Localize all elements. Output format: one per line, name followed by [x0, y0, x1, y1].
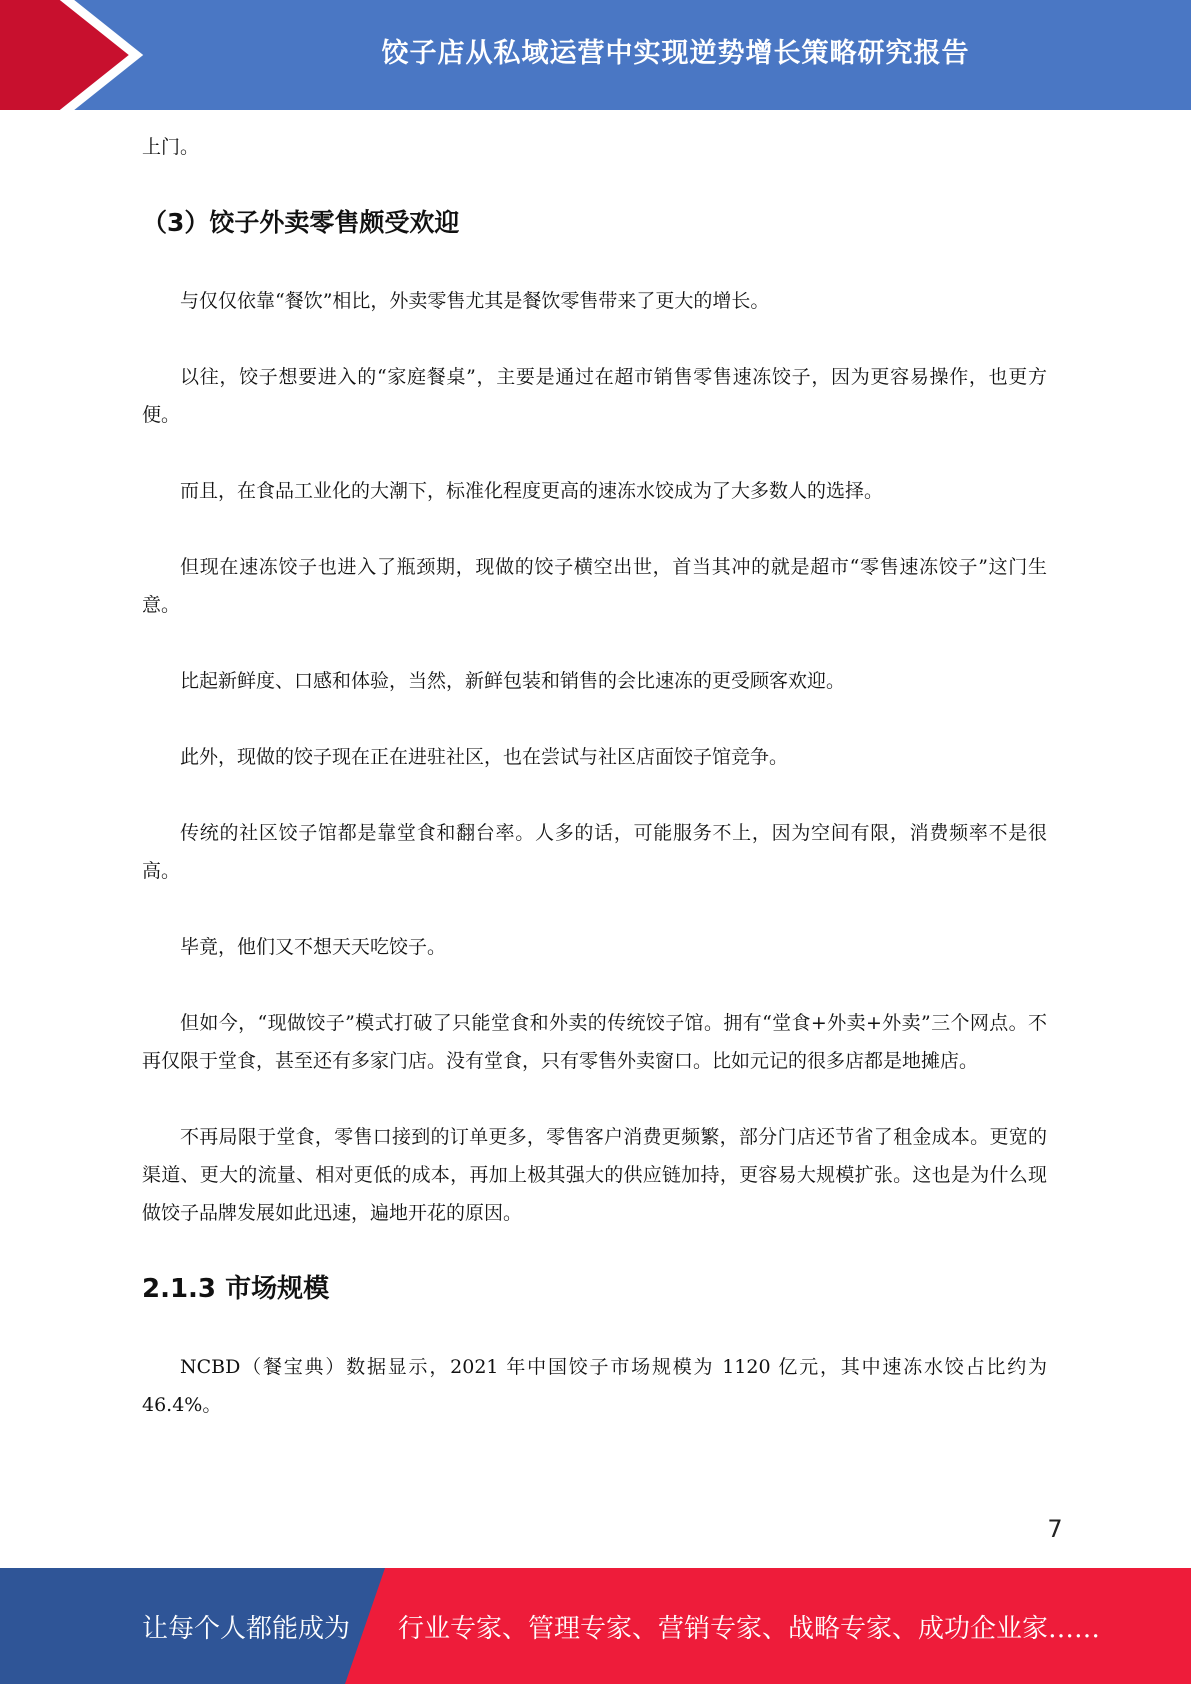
report-title: 饺子店从私域运营中实现逆势增长策略研究报告	[381, 37, 970, 69]
paragraph: NCBD（餐宝典）数据显示，2021 年中国饺子市场规模为 1120 亿元，其中速冻水饺占比约为 46.4%。	[142, 1356, 1047, 1416]
header-arrow-decoration	[0, 0, 160, 110]
paragraph: 以往，饺子想要进入的“家庭餐桌”，主要是通过在超市销售零售速冻饺子，因为更容易操作，也更方便。	[142, 366, 1047, 426]
paragraph: 比起新鲜度、口感和体验，当然，新鲜包装和销售的会比速冻的更受顾客欢迎。	[180, 670, 846, 692]
paragraph: 传统的社区饺子馆都是靠堂食和翻台率。人多的话，可能服务不上，因为空间有限，消费频率不是很高。	[142, 822, 1047, 882]
footer-slogan-left: 让每个人都能成为	[142, 1613, 351, 1644]
paragraph: 毕竟，他们又不想天天吃饺子。	[180, 936, 447, 958]
subsection-heading: 2.1.3 市场规模	[142, 1274, 330, 1304]
section-heading: （3）饺子外卖零售颇受欢迎	[142, 208, 460, 237]
paragraph: 但如今，“现做饺子”模式打破了只能堂食和外卖的传统饺子馆。拥有“堂食+外卖+外卖”三个网点。不再仅限于堂食，甚至还有多家门店。没有堂食，只有零售外卖窗口。比如元记的很多店都是地摊店。	[142, 1012, 1047, 1072]
page-number: 7	[1047, 1515, 1063, 1543]
paragraph: 不再局限于堂食，零售口接到的订单更多，零售客户消费更频繁，部分门店还节省了租金成本。更宽的渠道、更大的流量、相对更低的成本，再加上极其强大的供应链加持，更容易大规模扩张。这也是为什么现做饺子品牌发展如此迅速，遍地开花的原因。	[142, 1126, 1047, 1224]
paragraph: 但现在速冻饺子也进入了瓶颈期，现做的饺子横空出世，首当其冲的就是超市“零售速冻饺子”这门生意。	[142, 556, 1047, 616]
page-header	[0, 0, 1191, 110]
paragraph: 与仅仅依靠“餐饮”相比，外卖零售尤其是餐饮零售带来了更大的增长。	[180, 290, 770, 312]
page-footer	[0, 1568, 1191, 1684]
paragraph: 上门。	[142, 136, 200, 158]
footer-slogan-right: 行业专家、管理专家、营销专家、战略专家、成功企业家……	[398, 1613, 1101, 1644]
document-body	[142, 128, 1047, 1462]
paragraph: 此外，现做的饺子现在正在进驻社区，也在尝试与社区店面饺子馆竞争。	[180, 746, 789, 768]
paragraph: 而且，在食品工业化的大潮下，标准化程度更高的速冻水饺成为了大多数人的选择。	[180, 480, 884, 502]
